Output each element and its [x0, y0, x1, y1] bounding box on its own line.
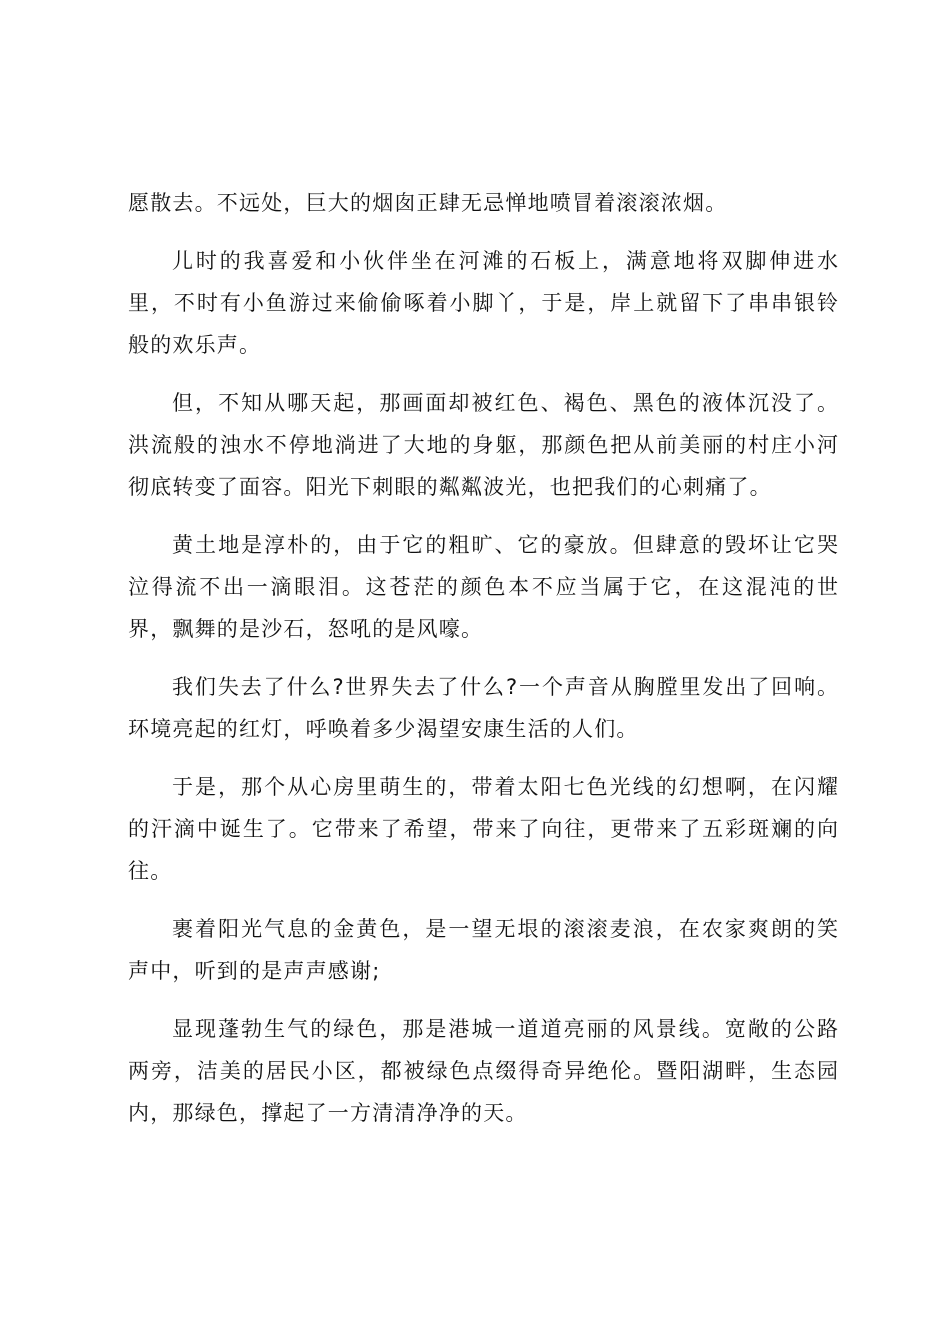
- text-line: 的汗滴中诞生了。它带来了希望，带来了向往，更带来了五彩斑斓的向: [128, 817, 838, 841]
- text-line: 界，飘舞的是沙石，怒吼的是风嚎。: [128, 617, 484, 641]
- text-line: 往。: [128, 859, 173, 883]
- document-body: [128, 182, 838, 1134]
- text-line: 洪流般的浊水不停地淌进了大地的身躯，那颜色把从前美丽的村庄小河: [128, 433, 838, 457]
- text-line: 儿时的我喜爱和小伙伴坐在河滩的石板上，满意地将双脚伸进水: [172, 249, 838, 273]
- text-line: 泣得流不出一滴眼泪。这苍茫的颜色本不应当属于它，在这混沌的世: [128, 575, 838, 599]
- text-line: 环境亮起的红灯，呼唤着多少渴望安康生活的人们。: [128, 717, 639, 741]
- text-line: 彻底转变了面容。阳光下刺眼的粼粼波光，也把我们的心刺痛了。: [128, 475, 772, 499]
- text-line: 愿散去。不远处，巨大的烟囱正肆无忌惮地喷冒着滚滚浓烟。: [128, 191, 728, 215]
- text-line: 般的欢乐声。: [128, 333, 262, 357]
- text-line: 两旁，洁美的居民小区，都被绿色点缀得奇异绝伦。暨阳湖畔，生态园: [128, 1059, 838, 1083]
- text-line: 于是，那个从心房里萌生的，带着太阳七色光线的幻想啊，在闪耀: [172, 775, 838, 799]
- paragraph-gap: [128, 650, 838, 666]
- text-line: 里，不时有小鱼游过来偷偷啄着小脚丫，于是，岸上就留下了串串银铃: [128, 291, 838, 315]
- text-line: 黄土地是淳朴的，由于它的粗旷、它的豪放。但肆意的毁坏让它哭: [172, 533, 838, 557]
- paragraph-gap: [128, 366, 838, 382]
- text-line: 但，不知从哪天起，那画面却被红色、褐色、黑色的液体沉没了。: [172, 391, 838, 415]
- text-line: 裹着阳光气息的金黄色，是一望无垠的滚滚麦浪，在农家爽朗的笑: [172, 917, 838, 941]
- paragraph-gap: [128, 750, 838, 766]
- paragraph-gap: [128, 508, 838, 524]
- text-line: 显现蓬勃生气的绿色，那是港城一道道亮丽的风景线。宽敞的公路: [172, 1017, 838, 1041]
- text-line: 内，那绿色，撑起了一方清清净净的天。: [128, 1101, 528, 1125]
- text-line: 我们失去了什么?世界失去了什么?一个声音从胸膛里发出了回响。: [172, 675, 838, 699]
- paragraph-gap: [128, 892, 838, 908]
- paragraph-gap: [128, 224, 838, 240]
- paragraph-gap: [128, 992, 838, 1008]
- text-line: 声中，听到的是声声感谢;: [128, 959, 381, 983]
